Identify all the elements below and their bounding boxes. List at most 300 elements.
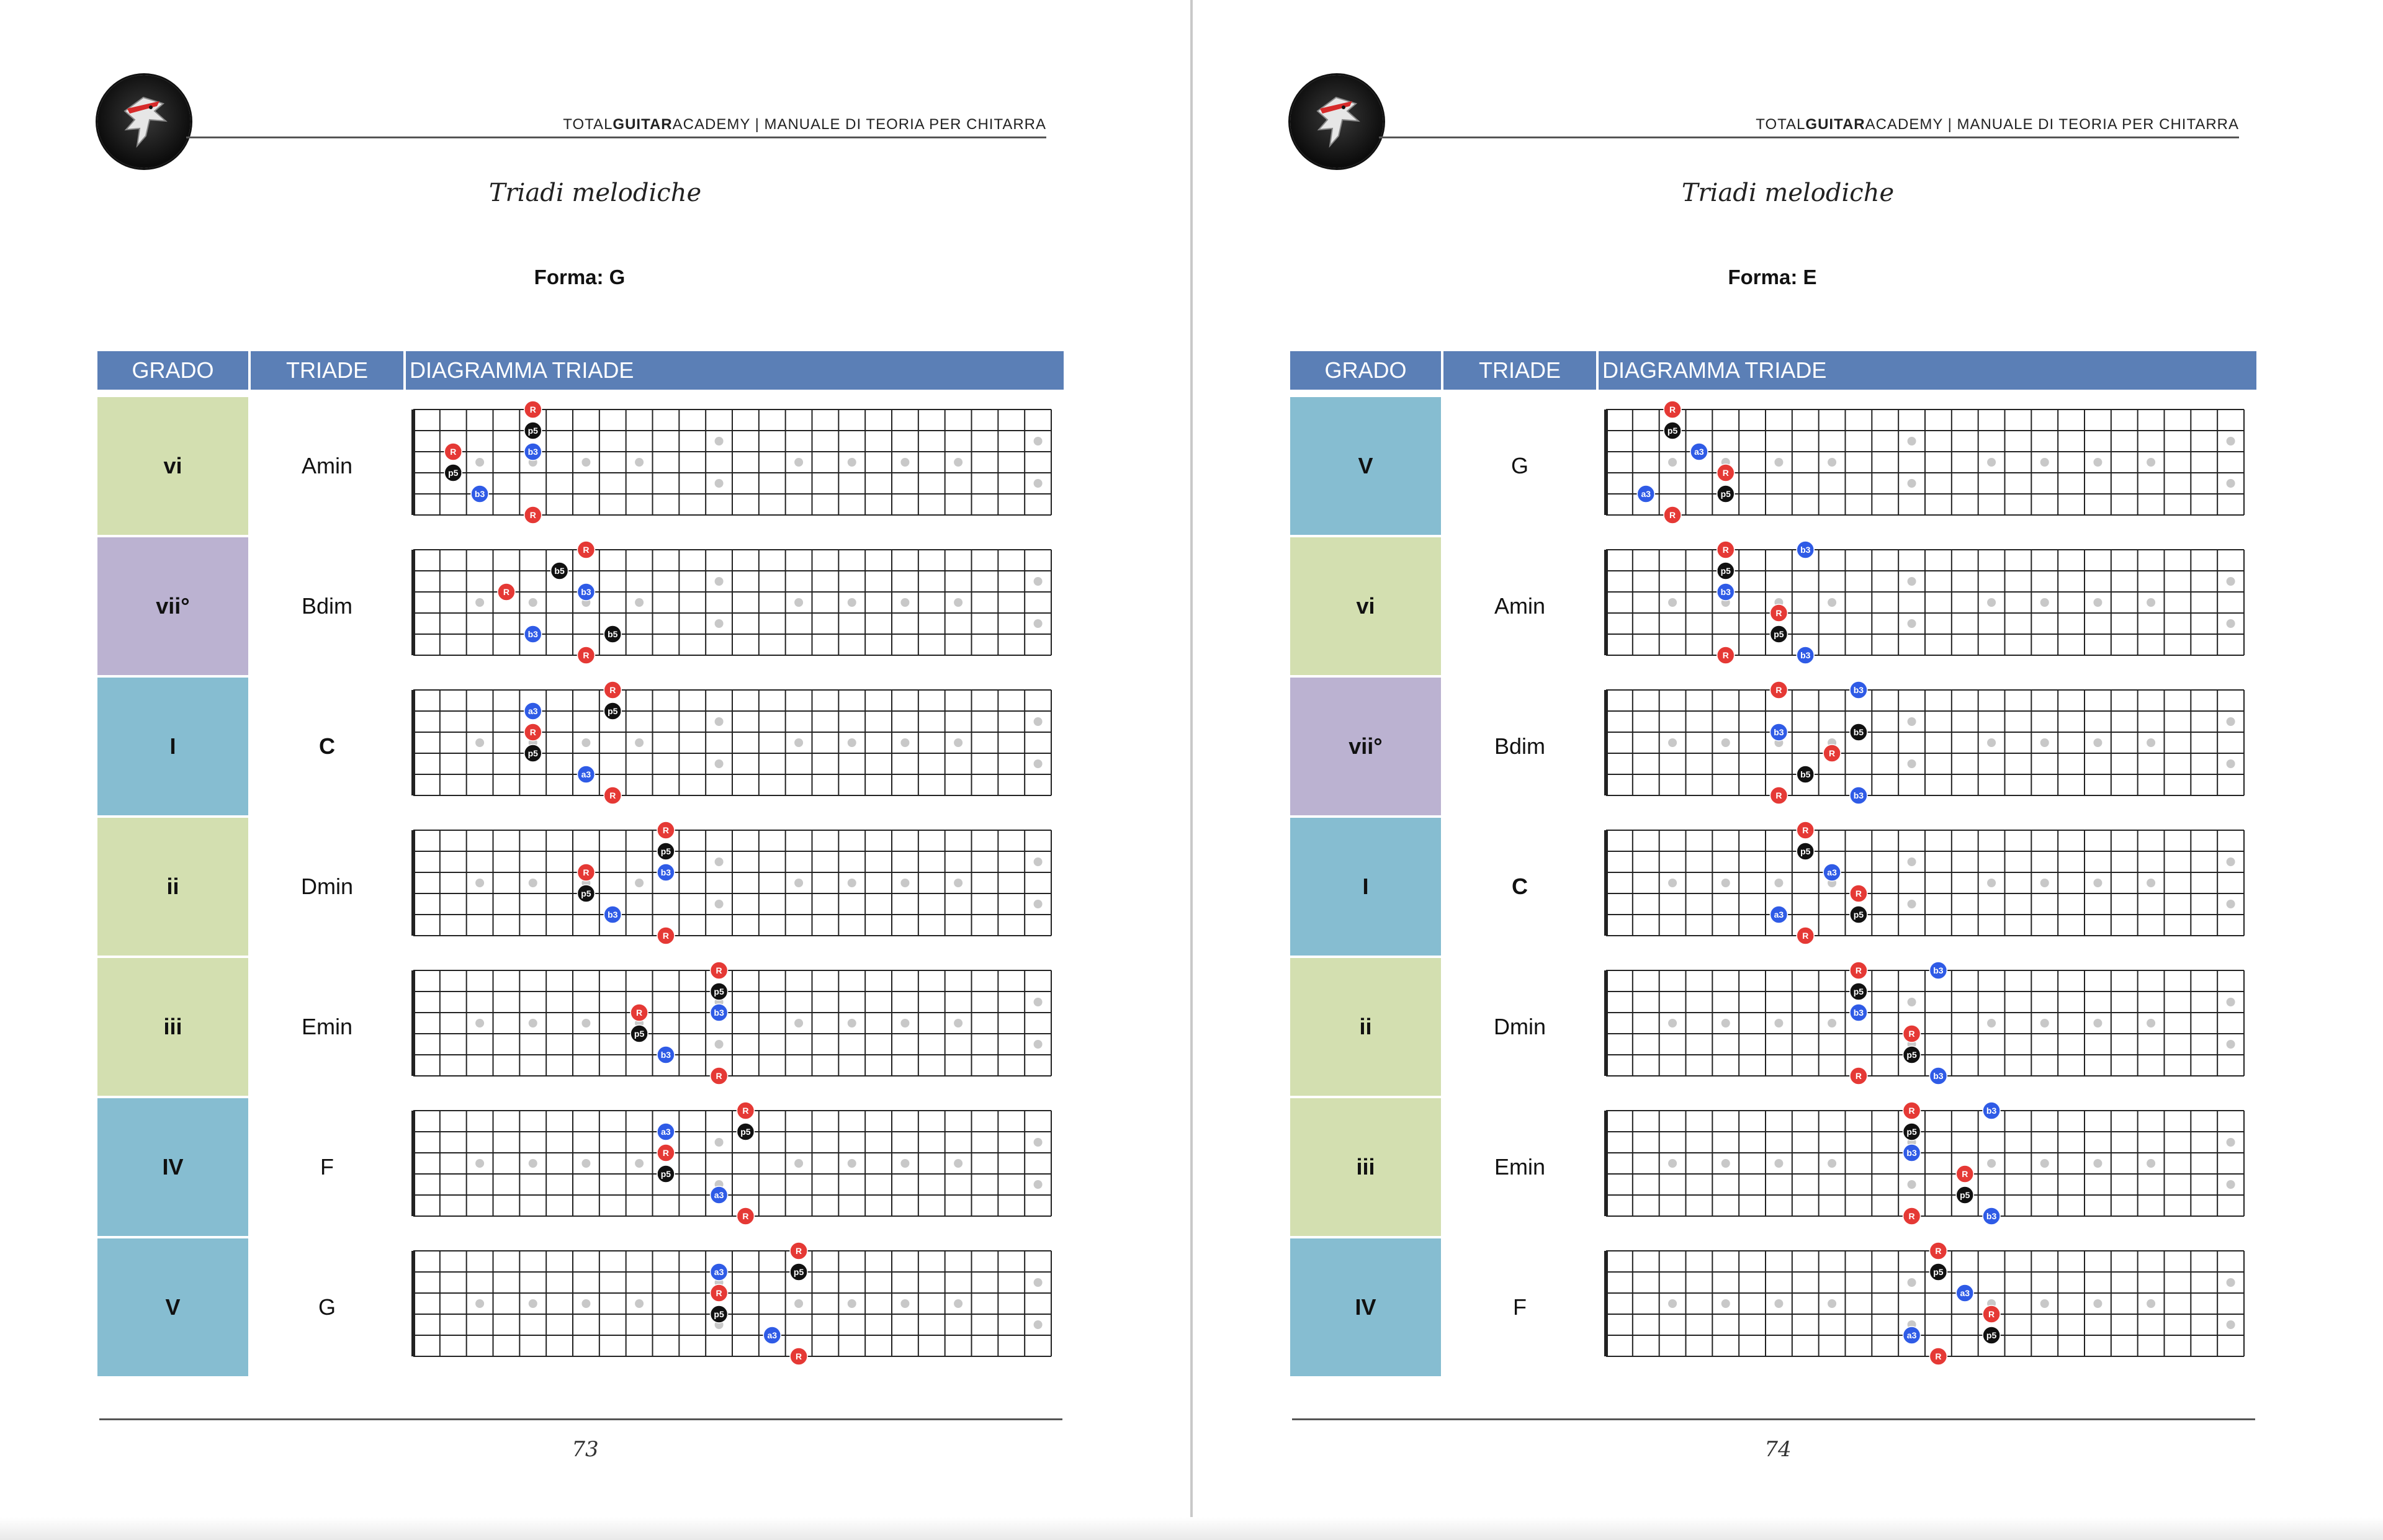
fret-position-marker — [1668, 879, 1677, 887]
fret-position-marker — [1908, 619, 1916, 628]
footer-rule — [99, 1418, 1062, 1420]
fret-position-marker — [2040, 1159, 2049, 1168]
triad-fretboard-diagram — [410, 823, 1055, 947]
note-label: R — [1935, 1246, 1942, 1256]
note-label: b3 — [1853, 685, 1864, 695]
fret-position-marker — [2040, 879, 2049, 887]
note-label: R — [1669, 510, 1676, 520]
fret-position-marker — [848, 598, 856, 607]
note-label: a3 — [527, 706, 538, 716]
fret-position-marker — [1828, 1159, 1836, 1168]
fret-position-marker — [900, 738, 909, 747]
fret-position-marker — [1987, 1019, 1996, 1027]
note-label: a3 — [661, 1127, 671, 1137]
grado-cell: vii° — [1290, 678, 1441, 815]
fret-position-marker — [2227, 998, 2235, 1006]
fret-position-marker — [581, 738, 590, 747]
triade-cell: Bdim — [1494, 733, 1546, 759]
fret-position-marker — [2227, 1138, 2235, 1147]
fret-position-marker — [2040, 1019, 2049, 1027]
note-label: b5 — [554, 566, 565, 576]
column-header-diagramma: DIAGRAMMA TRIADE — [1599, 351, 2256, 390]
note-label: p5 — [660, 846, 671, 856]
footer-rule — [1292, 1418, 2255, 1420]
fret-position-marker — [2040, 458, 2049, 467]
fret-position-marker — [635, 738, 644, 747]
fret-position-marker — [635, 1299, 644, 1308]
note-label: p5 — [1800, 846, 1811, 856]
note-label: p5 — [634, 1029, 645, 1039]
shape-label: Forma: G — [534, 266, 626, 289]
note-label: R — [1722, 545, 1729, 555]
note-label: p5 — [1720, 566, 1731, 576]
note-label: R — [662, 1148, 669, 1158]
page-title: Triadi melodiche — [488, 179, 702, 207]
fret-position-marker — [1034, 900, 1043, 908]
triad-fretboard-diagram — [1602, 1243, 2248, 1368]
note-label: p5 — [581, 889, 591, 898]
fret-position-marker — [1034, 759, 1043, 768]
fret-position-marker — [581, 1299, 590, 1308]
triade-cell: G — [318, 1294, 336, 1320]
grado-cell: iii — [97, 958, 248, 1096]
grado-cell: IV — [1290, 1238, 1441, 1376]
fret-position-marker — [2147, 1299, 2155, 1308]
fret-position-marker — [2093, 1299, 2102, 1308]
note-label: R — [583, 650, 590, 660]
note-label: a3 — [1641, 489, 1651, 499]
triade-cell: Dmin — [1493, 1014, 1546, 1039]
fret-position-marker — [1828, 1299, 1836, 1308]
triade-cell: Dmin — [300, 874, 353, 899]
note-label: p5 — [1960, 1190, 1970, 1200]
fret-position-marker — [529, 1019, 537, 1027]
fret-position-marker — [1034, 1320, 1043, 1329]
note-label: R — [1908, 1106, 1915, 1116]
note-label: b3 — [1906, 1148, 1917, 1158]
note-label: b5 — [1853, 727, 1864, 737]
grado-cell: IV — [97, 1098, 248, 1236]
fret-position-marker — [954, 1159, 963, 1168]
grado-cell: V — [97, 1238, 248, 1376]
shape-label: Forma: E — [1728, 266, 1817, 289]
note-label: R — [796, 1351, 802, 1361]
note-label: p5 — [1853, 987, 1864, 996]
fret-position-marker — [1034, 437, 1043, 445]
note-label: b3 — [660, 1050, 671, 1060]
fret-position-marker — [475, 458, 484, 467]
fret-position-marker — [1034, 998, 1043, 1006]
fret-position-marker — [794, 879, 803, 887]
note-label: b3 — [1853, 1008, 1864, 1018]
note-label: a3 — [581, 769, 591, 779]
fret-position-marker — [1774, 1019, 1783, 1027]
fret-position-marker — [954, 1299, 963, 1308]
fret-position-marker — [848, 879, 856, 887]
column-header-triade: TRIADE — [251, 351, 403, 390]
triade-cell: Emin — [1494, 1154, 1546, 1180]
note-label: p5 — [793, 1267, 804, 1277]
fret-position-marker — [1721, 879, 1730, 887]
fret-position-marker — [794, 1159, 803, 1168]
note-label: b3 — [1800, 545, 1811, 555]
fret-position-marker — [715, 1138, 724, 1147]
fret-position-marker — [2147, 1159, 2155, 1168]
grado-cell: iii — [1290, 1098, 1441, 1236]
fret-position-marker — [1721, 1299, 1730, 1308]
fret-position-marker — [1828, 1019, 1836, 1027]
note-label: p5 — [714, 1309, 724, 1319]
fret-position-marker — [2227, 1320, 2235, 1329]
note-label: p5 — [448, 468, 459, 478]
fret-position-marker — [1908, 577, 1916, 586]
note-label: R — [1988, 1309, 1995, 1319]
note-label: b5 — [608, 629, 618, 639]
fret-position-marker — [715, 1040, 724, 1049]
fret-position-marker — [1668, 738, 1677, 747]
note-label: R — [583, 867, 590, 877]
grado-cell: ii — [97, 818, 248, 956]
fret-position-marker — [715, 857, 724, 866]
fret-position-marker — [2093, 1019, 2102, 1027]
fret-position-marker — [635, 1159, 644, 1168]
fret-position-marker — [1034, 717, 1043, 726]
note-label: b3 — [1933, 1071, 1944, 1081]
page-number: 73 — [572, 1437, 599, 1462]
fret-position-marker — [1987, 738, 1996, 747]
running-header: TOTALGUITARACADEMY | MANUALE DI TEORIA PER CHITARRA — [1756, 116, 2239, 133]
note-label: a3 — [1774, 910, 1784, 920]
fret-position-marker — [954, 1019, 963, 1027]
note-label: R — [1908, 1211, 1915, 1221]
triade-cell: F — [1513, 1294, 1527, 1320]
running-header: TOTALGUITARACADEMY | MANUALE DI TEORIA PER CHITARRA — [563, 116, 1046, 133]
fret-position-marker — [1828, 598, 1836, 607]
fret-position-marker — [1034, 857, 1043, 866]
note-label: a3 — [714, 1267, 724, 1277]
fret-position-marker — [2227, 437, 2235, 445]
fret-position-marker — [954, 458, 963, 467]
fret-position-marker — [1034, 619, 1043, 628]
fret-position-marker — [715, 717, 724, 726]
fret-position-marker — [581, 1159, 590, 1168]
fret-position-marker — [848, 1019, 856, 1027]
note-label: R — [742, 1106, 749, 1116]
note-label: a3 — [1827, 867, 1837, 877]
fret-position-marker — [1774, 1159, 1783, 1168]
grado-cell: I — [97, 678, 248, 815]
fret-position-marker — [2227, 479, 2235, 488]
fret-position-marker — [848, 738, 856, 747]
note-label: R — [503, 587, 509, 597]
note-label: R — [1908, 1029, 1915, 1039]
fret-position-marker — [900, 1299, 909, 1308]
fret-position-marker — [2227, 1040, 2235, 1049]
note-label: a3 — [1694, 447, 1704, 457]
guitar-eagle-icon — [119, 92, 169, 150]
note-label: a3 — [1906, 1330, 1917, 1340]
fret-position-marker — [1668, 1159, 1677, 1168]
column-header-triade: TRIADE — [1443, 351, 1596, 390]
note-label: R — [1962, 1169, 1968, 1179]
note-label: R — [1855, 1071, 1862, 1081]
fret-position-marker — [1987, 879, 1996, 887]
triad-fretboard-diagram — [1602, 683, 2248, 807]
fret-position-marker — [1721, 1159, 1730, 1168]
fret-position-marker — [715, 759, 724, 768]
note-label: R — [636, 1008, 643, 1018]
note-label: p5 — [1720, 489, 1731, 499]
fret-position-marker — [1828, 458, 1836, 467]
fret-position-marker — [794, 738, 803, 747]
fret-position-marker — [715, 577, 724, 586]
note-label: R — [1802, 825, 1809, 835]
triad-fretboard-diagram — [1602, 542, 2248, 666]
academy-logo — [1290, 75, 1383, 168]
fret-position-marker — [1034, 1180, 1043, 1189]
fret-position-marker — [581, 1019, 590, 1027]
fret-position-marker — [1034, 479, 1043, 488]
note-label: R — [716, 965, 722, 975]
note-label: a3 — [1960, 1288, 1970, 1298]
fret-position-marker — [529, 598, 537, 607]
note-label: R — [1935, 1351, 1942, 1361]
column-header-diagramma: DIAGRAMMA TRIADE — [406, 351, 1064, 390]
fret-position-marker — [1774, 1299, 1783, 1308]
triad-fretboard-diagram — [410, 402, 1055, 526]
fret-position-marker — [1668, 598, 1677, 607]
page-number: 74 — [1764, 1437, 1792, 1462]
fret-position-marker — [900, 598, 909, 607]
fret-position-marker — [2147, 458, 2155, 467]
guitar-eagle-icon — [1311, 92, 1362, 150]
note-label: R — [1722, 468, 1729, 478]
triade-cell: Amin — [1494, 593, 1546, 619]
note-label: b3 — [714, 1008, 724, 1018]
fret-position-marker — [1908, 1278, 1916, 1287]
triad-fretboard-diagram — [1602, 963, 2248, 1087]
grado-cell: vii° — [97, 537, 248, 675]
note-label: R — [796, 1246, 802, 1256]
fret-position-marker — [635, 458, 644, 467]
fret-position-marker — [2040, 598, 2049, 607]
note-label: a3 — [714, 1190, 724, 1200]
fret-position-marker — [794, 458, 803, 467]
fret-position-marker — [2093, 879, 2102, 887]
triad-fretboard-diagram — [410, 683, 1055, 807]
note-label: R — [1802, 931, 1809, 941]
fret-position-marker — [848, 458, 856, 467]
fret-position-marker — [715, 900, 724, 908]
fret-position-marker — [2227, 900, 2235, 908]
fret-position-marker — [1908, 1180, 1916, 1189]
note-label: R — [716, 1071, 722, 1081]
note-label: p5 — [1853, 910, 1864, 920]
note-label: R — [529, 727, 536, 737]
note-label: R — [716, 1288, 722, 1298]
fret-position-marker — [529, 879, 537, 887]
fret-position-marker — [2227, 1278, 2235, 1287]
fret-position-marker — [2093, 738, 2102, 747]
fret-position-marker — [2093, 1159, 2102, 1168]
grado-cell: vi — [1290, 537, 1441, 675]
fret-position-marker — [1034, 577, 1043, 586]
note-label: b3 — [527, 447, 538, 457]
fret-position-marker — [954, 598, 963, 607]
fret-position-marker — [1908, 479, 1916, 488]
grado-cell: I — [1290, 818, 1441, 956]
note-label: R — [1775, 790, 1782, 800]
column-header-grado: GRADO — [97, 351, 248, 390]
note-label: p5 — [660, 1169, 671, 1179]
header-rule — [1379, 137, 2239, 138]
triade-cell: F — [320, 1154, 334, 1180]
note-label: b3 — [1986, 1211, 1997, 1221]
note-label: R — [529, 405, 536, 414]
note-label: R — [450, 447, 457, 457]
triad-fretboard-diagram — [410, 542, 1055, 666]
fret-position-marker — [1721, 1019, 1730, 1027]
note-label: p5 — [1986, 1330, 1997, 1340]
note-label: b3 — [474, 489, 485, 499]
triade-cell: Emin — [301, 1014, 353, 1039]
note-label: p5 — [714, 987, 724, 996]
note-label: p5 — [1906, 1050, 1917, 1060]
note-label: p5 — [1906, 1127, 1917, 1137]
fret-position-marker — [2227, 759, 2235, 768]
note-label: b3 — [581, 587, 591, 597]
fret-position-marker — [2147, 879, 2155, 887]
note-label: R — [1722, 650, 1729, 660]
fret-position-marker — [1034, 1138, 1043, 1147]
note-label: R — [1775, 685, 1782, 695]
fret-position-marker — [2093, 458, 2102, 467]
triade-cell: G — [1510, 453, 1528, 478]
fret-position-marker — [475, 879, 484, 887]
fret-position-marker — [1987, 598, 1996, 607]
fret-position-marker — [529, 1159, 537, 1168]
fret-position-marker — [529, 1299, 537, 1308]
fret-position-marker — [1721, 738, 1730, 747]
fret-position-marker — [1668, 1299, 1677, 1308]
fret-position-marker — [635, 598, 644, 607]
note-label: p5 — [1774, 629, 1784, 639]
note-label: b3 — [1800, 650, 1811, 660]
fret-position-marker — [475, 1299, 484, 1308]
note-label: p5 — [527, 748, 538, 758]
fret-position-marker — [1774, 458, 1783, 467]
note-label: b3 — [1986, 1106, 1997, 1116]
header-rule — [186, 137, 1046, 138]
grado-cell: V — [1290, 397, 1441, 535]
fret-position-marker — [635, 879, 644, 887]
fret-position-marker — [794, 1019, 803, 1027]
fret-position-marker — [1034, 1278, 1043, 1287]
fret-position-marker — [794, 598, 803, 607]
fret-position-marker — [1908, 857, 1916, 866]
fret-position-marker — [794, 1299, 803, 1308]
note-label: b5 — [1800, 769, 1811, 779]
fret-position-marker — [848, 1299, 856, 1308]
note-label: R — [609, 790, 616, 800]
fret-position-marker — [475, 1159, 484, 1168]
note-label: a3 — [767, 1330, 778, 1340]
fret-position-marker — [2040, 738, 2049, 747]
fret-position-marker — [954, 879, 963, 887]
note-label: p5 — [608, 706, 618, 716]
fret-position-marker — [1034, 1040, 1043, 1049]
note-label: R — [1669, 405, 1676, 414]
column-header-grado: GRADO — [1290, 351, 1441, 390]
fret-position-marker — [1668, 1019, 1677, 1027]
fret-position-marker — [848, 1159, 856, 1168]
fret-position-marker — [475, 598, 484, 607]
fret-position-marker — [2040, 1299, 2049, 1308]
viewer-bottom-edge — [0, 1517, 2383, 1540]
fret-position-marker — [2093, 598, 2102, 607]
triade-cell: C — [1512, 874, 1528, 899]
fret-position-marker — [2227, 717, 2235, 726]
note-label: b3 — [1720, 587, 1731, 597]
note-label: b3 — [660, 867, 671, 877]
grado-cell: ii — [1290, 958, 1441, 1096]
fret-position-marker — [581, 458, 590, 467]
fret-position-marker — [475, 1019, 484, 1027]
fret-position-marker — [900, 1019, 909, 1027]
triad-fretboard-diagram — [410, 1103, 1055, 1227]
triad-fretboard-diagram — [1602, 1103, 2248, 1227]
triad-fretboard-diagram — [410, 963, 1055, 1087]
page-73 — [0, 0, 1190, 1540]
note-label: p5 — [1933, 1267, 1944, 1277]
triad-fretboard-diagram — [410, 1243, 1055, 1368]
fret-position-marker — [1908, 759, 1916, 768]
fret-position-marker — [2227, 1180, 2235, 1189]
note-label: R — [662, 825, 669, 835]
fret-position-marker — [1908, 437, 1916, 445]
note-label: R — [1855, 965, 1862, 975]
triade-cell: Bdim — [301, 593, 353, 619]
note-label: R — [1855, 889, 1862, 898]
fret-position-marker — [900, 879, 909, 887]
academy-logo — [97, 75, 191, 168]
grado-cell: vi — [97, 397, 248, 535]
fret-position-marker — [1908, 900, 1916, 908]
note-label: R — [529, 510, 536, 520]
fret-position-marker — [2147, 738, 2155, 747]
note-label: R — [662, 931, 669, 941]
fret-position-marker — [2147, 1019, 2155, 1027]
fret-position-marker — [1774, 879, 1783, 887]
fret-position-marker — [2227, 619, 2235, 628]
fret-position-marker — [715, 437, 724, 445]
note-label: p5 — [1667, 426, 1678, 436]
fret-position-marker — [2227, 577, 2235, 586]
triad-fretboard-diagram — [1602, 402, 2248, 526]
fret-position-marker — [1987, 458, 1996, 467]
fret-position-marker — [1908, 998, 1916, 1006]
triad-fretboard-diagram — [1602, 823, 2248, 947]
fret-position-marker — [954, 738, 963, 747]
page-title: Triadi melodiche — [1681, 179, 1895, 207]
fret-position-marker — [715, 479, 724, 488]
note-label: b3 — [608, 910, 618, 920]
note-label: p5 — [527, 426, 538, 436]
note-label: R — [609, 685, 616, 695]
note-label: R — [583, 545, 590, 555]
fret-position-marker — [900, 458, 909, 467]
note-label: R — [742, 1211, 749, 1221]
